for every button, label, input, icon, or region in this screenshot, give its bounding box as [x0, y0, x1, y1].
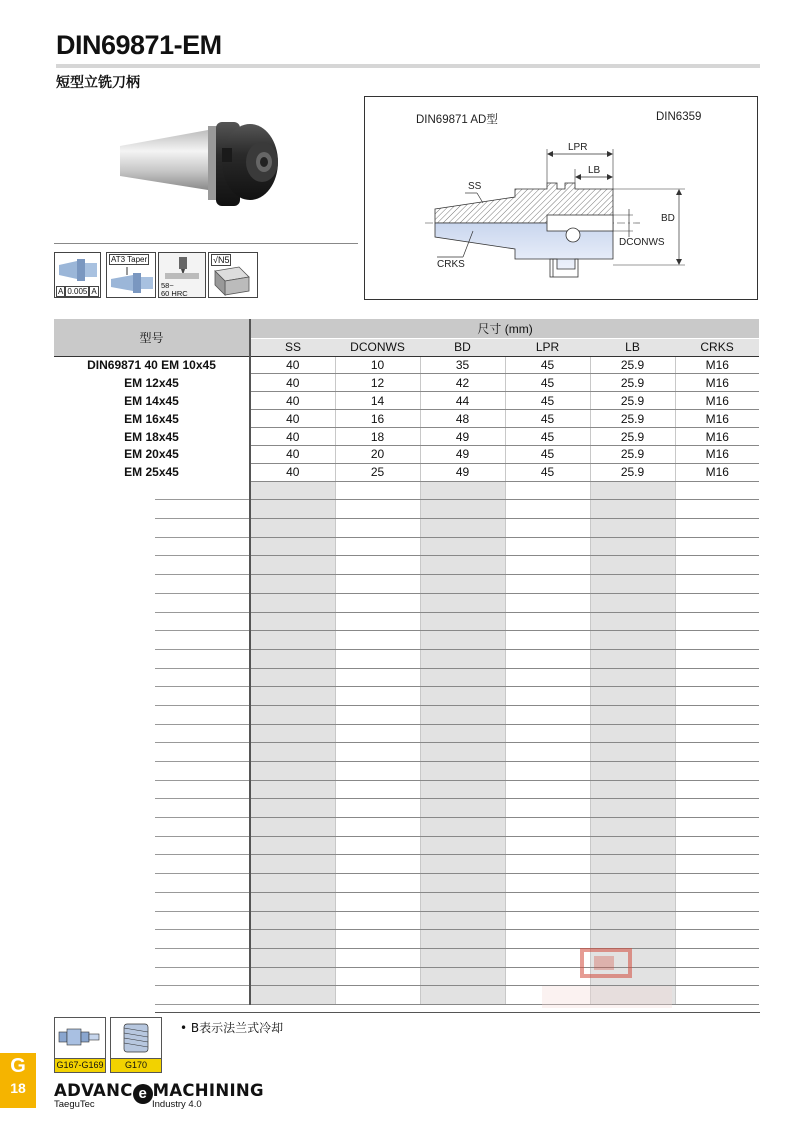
page-title: DIN69871-EM — [56, 30, 222, 60]
empty-cell — [590, 631, 675, 650]
empty-cell — [505, 668, 590, 687]
empty-cell — [590, 836, 675, 855]
empty-cell — [250, 780, 335, 799]
empty-cell — [590, 874, 675, 893]
empty-row — [54, 892, 759, 911]
empty-cell — [250, 575, 335, 594]
empty-cell — [590, 612, 675, 631]
cell-dconws: 12 — [335, 374, 420, 392]
empty-row — [54, 911, 759, 930]
empty-row — [54, 687, 759, 706]
empty-cell — [420, 687, 505, 706]
empty-cell — [420, 911, 505, 930]
empty-row — [54, 874, 759, 893]
empty-cell — [675, 724, 759, 743]
cell-crks: M16 — [675, 410, 759, 428]
empty-cell — [590, 575, 675, 594]
cell-crks: M16 — [675, 356, 759, 374]
model-cell: EM 25x45 — [54, 463, 250, 481]
empty-cell — [420, 948, 505, 967]
empty-cell — [335, 481, 420, 500]
cell-lb: 25.9 — [590, 392, 675, 410]
empty-cell — [250, 967, 335, 986]
empty-cell — [250, 481, 335, 500]
empty-cell — [420, 818, 505, 837]
empty-row — [54, 556, 759, 575]
empty-cell — [420, 762, 505, 781]
cell-bd: 35 — [420, 356, 505, 374]
empty-cell — [505, 911, 590, 930]
runout-datum-right: A — [91, 287, 97, 296]
empty-row — [54, 631, 759, 650]
empty-cell — [250, 705, 335, 724]
empty-cell — [675, 911, 759, 930]
empty-cell — [335, 948, 420, 967]
col-header-lb: LB — [590, 338, 675, 356]
empty-cell — [675, 892, 759, 911]
cell-ss: 40 — [250, 428, 335, 446]
empty-cell — [335, 556, 420, 575]
empty-cell — [420, 481, 505, 500]
page-subtitle: 短型立铣刀柄 — [56, 75, 140, 91]
empty-cell — [335, 631, 420, 650]
brand-e-icon: e — [133, 1084, 153, 1104]
empty-cell — [590, 593, 675, 612]
empty-row — [54, 724, 759, 743]
cell-ss: 40 — [250, 410, 335, 428]
empty-cell — [250, 874, 335, 893]
empty-cell — [335, 593, 420, 612]
empty-cell — [250, 818, 335, 837]
empty-cell — [420, 892, 505, 911]
empty-cell — [420, 743, 505, 762]
empty-cell — [590, 687, 675, 706]
empty-cell — [505, 743, 590, 762]
empty-cell — [250, 649, 335, 668]
cell-dconws: 18 — [335, 428, 420, 446]
empty-cell — [590, 500, 675, 519]
section-tab — [0, 1053, 36, 1108]
empty-cell — [590, 649, 675, 668]
empty-cell — [335, 687, 420, 706]
cell-dconws: 25 — [335, 463, 420, 481]
empty-cell — [335, 537, 420, 556]
empty-cell — [675, 537, 759, 556]
empty-cell — [505, 705, 590, 724]
ref-box-2 — [110, 1017, 162, 1073]
table-blank-margin — [54, 489, 155, 1013]
table-row — [54, 445, 759, 463]
table-row — [54, 392, 759, 410]
empty-cell — [505, 799, 590, 818]
cell-lb: 25.9 — [590, 445, 675, 463]
pull-stud-icon — [55, 1018, 105, 1056]
empty-row — [54, 762, 759, 781]
empty-cell — [420, 612, 505, 631]
empty-cell — [590, 556, 675, 575]
empty-cell — [675, 593, 759, 612]
empty-row — [54, 855, 759, 874]
cell-ss: 40 — [250, 374, 335, 392]
empty-cell — [420, 724, 505, 743]
dim-lpr: LPR — [568, 142, 588, 153]
cell-crks: M16 — [675, 392, 759, 410]
diagram-label-right: DIN6359 — [656, 111, 702, 123]
empty-cell — [590, 780, 675, 799]
table-row — [54, 428, 759, 446]
empty-cell — [250, 668, 335, 687]
empty-cell — [675, 836, 759, 855]
empty-cell — [335, 519, 420, 538]
empty-cell — [590, 818, 675, 837]
model-cell: EM 18x45 — [54, 428, 250, 446]
empty-cell — [675, 780, 759, 799]
empty-cell — [250, 799, 335, 818]
empty-cell — [335, 724, 420, 743]
table-row — [54, 463, 759, 481]
dim-bd: BD — [661, 213, 675, 224]
empty-cell — [505, 855, 590, 874]
empty-cell — [335, 649, 420, 668]
empty-cell — [250, 631, 335, 650]
cell-lb: 25.9 — [590, 374, 675, 392]
empty-cell — [335, 911, 420, 930]
cell-ss: 40 — [250, 463, 335, 481]
empty-cell — [420, 519, 505, 538]
empty-cell — [335, 575, 420, 594]
cell-lb: 25.9 — [590, 463, 675, 481]
empty-cell — [505, 612, 590, 631]
cell-ss: 40 — [250, 356, 335, 374]
col-header-crks: CRKS — [675, 338, 759, 356]
cell-ss: 40 — [250, 445, 335, 463]
cell-lpr: 45 — [505, 410, 590, 428]
cell-bd: 49 — [420, 445, 505, 463]
ref-caption-1: G167-G169 — [56, 1060, 104, 1070]
empty-cell — [420, 836, 505, 855]
empty-cell — [250, 593, 335, 612]
empty-cell — [250, 911, 335, 930]
ref-caption-2: G170 — [111, 1058, 161, 1072]
empty-cell — [675, 986, 759, 1005]
col-header-lpr: LPR — [505, 338, 590, 356]
cell-bd: 49 — [420, 463, 505, 481]
empty-cell — [675, 668, 759, 687]
empty-cell — [420, 967, 505, 986]
empty-cell — [675, 631, 759, 650]
title-rule — [56, 64, 760, 68]
empty-cell — [505, 724, 590, 743]
surface-label: √N5 — [213, 255, 230, 265]
empty-cell — [675, 743, 759, 762]
empty-cell — [420, 780, 505, 799]
empty-cell — [505, 818, 590, 837]
hardness-icon — [158, 252, 206, 298]
empty-cell — [505, 631, 590, 650]
empty-cell — [590, 705, 675, 724]
empty-cell — [675, 762, 759, 781]
empty-cell — [505, 892, 590, 911]
page-number: 18 — [10, 1080, 26, 1096]
cell-lpr: 45 — [505, 428, 590, 446]
surface-finish-icon — [208, 252, 258, 298]
empty-cell — [250, 519, 335, 538]
cell-crks: M16 — [675, 374, 759, 392]
empty-cell — [335, 500, 420, 519]
empty-cell — [335, 612, 420, 631]
watermark-logo — [532, 946, 682, 1016]
coolant-note: • B表示法兰式冷却 — [180, 1021, 284, 1035]
empty-cell — [505, 762, 590, 781]
empty-cell — [250, 892, 335, 911]
empty-cell — [420, 556, 505, 575]
table-row — [54, 356, 759, 374]
cell-crks: M16 — [675, 445, 759, 463]
empty-row — [54, 593, 759, 612]
empty-cell — [250, 687, 335, 706]
empty-row — [54, 818, 759, 837]
dim-dconws: DCONWS — [619, 237, 665, 248]
empty-cell — [675, 687, 759, 706]
empty-cell — [590, 762, 675, 781]
empty-cell — [420, 705, 505, 724]
empty-row — [54, 575, 759, 594]
empty-row — [54, 481, 759, 500]
empty-cell — [675, 855, 759, 874]
empty-cell — [420, 668, 505, 687]
empty-cell — [505, 537, 590, 556]
empty-cell — [590, 743, 675, 762]
model-cell: EM 12x45 — [54, 374, 250, 392]
empty-cell — [505, 649, 590, 668]
empty-cell — [420, 930, 505, 949]
empty-cell — [505, 836, 590, 855]
empty-cell — [505, 575, 590, 594]
empty-row — [54, 612, 759, 631]
section-letter: G — [10, 1055, 26, 1077]
dim-lb: LB — [588, 165, 601, 176]
empty-cell — [675, 519, 759, 538]
empty-cell — [420, 649, 505, 668]
empty-row — [54, 780, 759, 799]
empty-cell — [335, 668, 420, 687]
model-cell: EM 14x45 — [54, 392, 250, 410]
cell-crks: M16 — [675, 463, 759, 481]
tool-holder-photo — [112, 110, 292, 220]
empty-cell — [250, 836, 335, 855]
empty-row — [54, 668, 759, 687]
empty-cell — [675, 705, 759, 724]
empty-cell — [675, 500, 759, 519]
model-header: 型号 — [54, 319, 250, 356]
taper-icon — [106, 252, 156, 298]
empty-cell — [250, 855, 335, 874]
empty-cell — [335, 799, 420, 818]
empty-cell — [675, 612, 759, 631]
cell-bd: 42 — [420, 374, 505, 392]
screw-icon — [111, 1018, 161, 1056]
empty-cell — [420, 537, 505, 556]
hardness-line1: 58~ — [161, 281, 174, 290]
brand-logo — [54, 1081, 264, 1110]
brand-left: ADVANC — [54, 1081, 133, 1100]
empty-row — [54, 519, 759, 538]
empty-row — [54, 705, 759, 724]
brand-right: MACHINING — [152, 1081, 264, 1100]
empty-row — [54, 799, 759, 818]
brand-sub-right: Industry 4.0 — [152, 1099, 202, 1110]
spec-table — [54, 319, 759, 1005]
empty-cell — [420, 593, 505, 612]
empty-cell — [250, 986, 335, 1005]
empty-cell — [675, 556, 759, 575]
empty-cell — [505, 780, 590, 799]
empty-cell — [250, 500, 335, 519]
runout-datum-left: A — [58, 287, 64, 296]
table-row — [54, 410, 759, 428]
empty-cell — [675, 967, 759, 986]
empty-cell — [675, 818, 759, 837]
empty-cell — [420, 575, 505, 594]
empty-cell — [250, 930, 335, 949]
empty-cell — [590, 855, 675, 874]
empty-cell — [675, 930, 759, 949]
empty-row — [54, 500, 759, 519]
dims-header: 尺寸 (mm) — [250, 319, 759, 338]
feature-icons — [54, 252, 258, 300]
empty-cell — [505, 500, 590, 519]
cell-bd: 48 — [420, 410, 505, 428]
empty-cell — [420, 855, 505, 874]
empty-cell — [250, 724, 335, 743]
technical-drawing — [364, 96, 758, 300]
cell-lpr: 45 — [505, 356, 590, 374]
cell-ss: 40 — [250, 392, 335, 410]
runout-value: 0.005 — [67, 287, 88, 296]
empty-cell — [675, 799, 759, 818]
diagram-label-left: DIN69871 AD型 — [416, 114, 498, 126]
dim-ss: SS — [468, 181, 482, 192]
cell-dconws: 10 — [335, 356, 420, 374]
empty-cell — [335, 930, 420, 949]
empty-cell — [675, 481, 759, 500]
cell-lpr: 45 — [505, 374, 590, 392]
empty-cell — [420, 631, 505, 650]
empty-cell — [420, 799, 505, 818]
empty-cell — [590, 724, 675, 743]
empty-cell — [335, 818, 420, 837]
empty-cell — [590, 911, 675, 930]
col-header-dconws: DCONWS — [335, 338, 420, 356]
empty-cell — [590, 519, 675, 538]
empty-cell — [675, 948, 759, 967]
table-body — [54, 356, 759, 1004]
cell-lb: 25.9 — [590, 410, 675, 428]
empty-cell — [335, 743, 420, 762]
empty-cell — [675, 874, 759, 893]
ref-box-1 — [54, 1017, 106, 1073]
runout-icon — [54, 252, 101, 298]
col-header-bd: BD — [420, 338, 505, 356]
empty-cell — [335, 762, 420, 781]
table-row — [54, 374, 759, 392]
empty-cell — [590, 799, 675, 818]
empty-cell — [335, 855, 420, 874]
empty-cell — [420, 500, 505, 519]
empty-cell — [335, 892, 420, 911]
empty-cell — [335, 836, 420, 855]
brand-sub-left: TaeguTec — [54, 1099, 95, 1110]
col-header-ss: SS — [250, 338, 335, 356]
cell-dconws: 16 — [335, 410, 420, 428]
section-divider — [54, 243, 358, 244]
empty-cell — [335, 780, 420, 799]
empty-cell — [505, 687, 590, 706]
empty-cell — [675, 649, 759, 668]
cell-crks: M16 — [675, 428, 759, 446]
empty-row — [54, 743, 759, 762]
empty-cell — [505, 593, 590, 612]
empty-cell — [420, 874, 505, 893]
empty-cell — [250, 537, 335, 556]
empty-cell — [250, 948, 335, 967]
empty-row — [54, 537, 759, 556]
empty-cell — [335, 986, 420, 1005]
cell-dconws: 20 — [335, 445, 420, 463]
hardness-line2: 60 HRC — [161, 289, 188, 298]
empty-cell — [505, 481, 590, 500]
empty-cell — [250, 556, 335, 575]
empty-cell — [335, 705, 420, 724]
dim-crks: CRKS — [437, 259, 465, 270]
empty-cell — [335, 874, 420, 893]
cell-bd: 49 — [420, 428, 505, 446]
empty-cell — [250, 743, 335, 762]
cell-bd: 44 — [420, 392, 505, 410]
cell-lb: 25.9 — [590, 428, 675, 446]
cell-lpr: 45 — [505, 392, 590, 410]
empty-cell — [590, 537, 675, 556]
taper-label: AT3 Taper — [111, 255, 148, 264]
empty-cell — [505, 519, 590, 538]
model-cell: EM 16x45 — [54, 410, 250, 428]
cell-lpr: 45 — [505, 445, 590, 463]
cell-dconws: 14 — [335, 392, 420, 410]
empty-cell — [420, 986, 505, 1005]
cell-lb: 25.9 — [590, 356, 675, 374]
empty-cell — [590, 481, 675, 500]
empty-cell — [590, 668, 675, 687]
empty-cell — [590, 892, 675, 911]
empty-cell — [505, 556, 590, 575]
empty-cell — [250, 612, 335, 631]
empty-cell — [505, 874, 590, 893]
empty-cell — [675, 575, 759, 594]
cell-lpr: 45 — [505, 463, 590, 481]
empty-cell — [335, 967, 420, 986]
empty-row — [54, 836, 759, 855]
empty-cell — [250, 762, 335, 781]
model-cell: DIN69871 40 EM 10x45 — [54, 356, 250, 374]
model-cell: EM 20x45 — [54, 445, 250, 463]
empty-row — [54, 649, 759, 668]
